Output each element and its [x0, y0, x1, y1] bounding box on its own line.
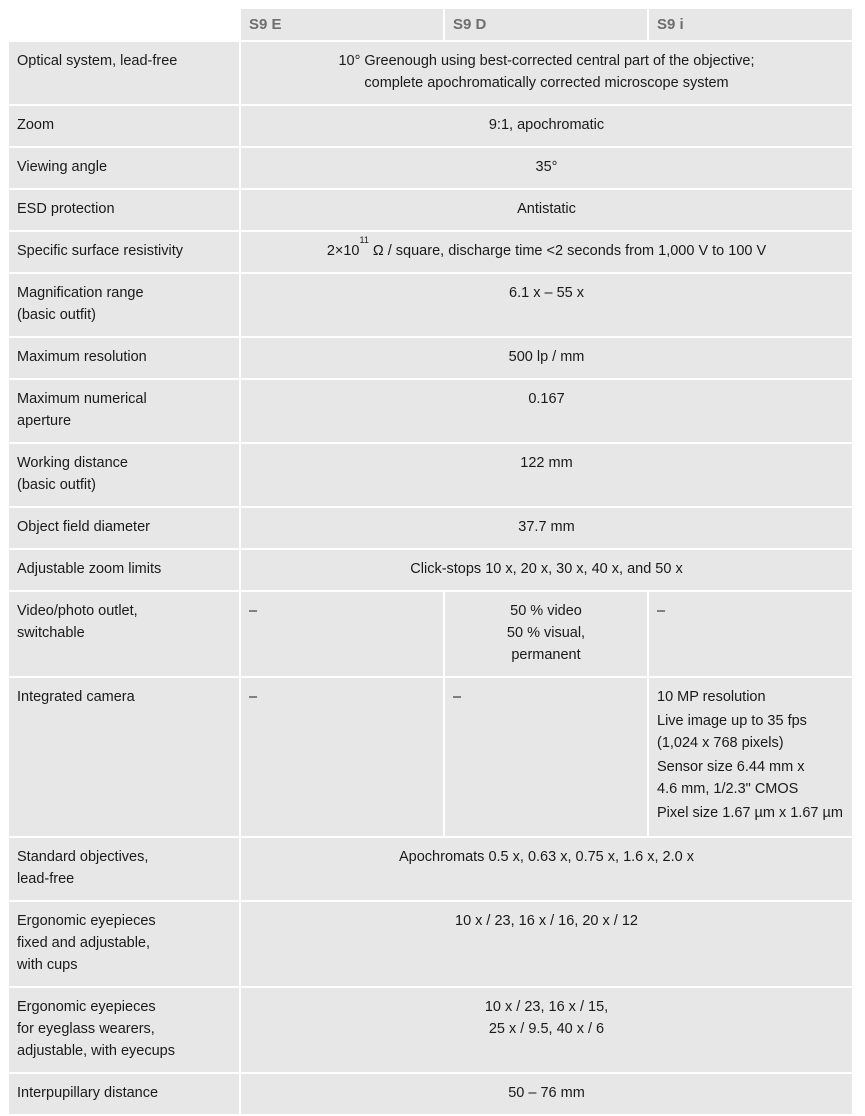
row-value: 37.7 mm: [240, 507, 853, 549]
header-row: [8, 8, 853, 41]
table-row: [8, 677, 853, 837]
table-row: [8, 443, 853, 507]
camera-spec-line: (1,024 x 768 pixels): [657, 735, 784, 751]
row-value: [240, 987, 853, 1073]
row-label: Zoom: [8, 105, 240, 147]
row-value: 500 lp / mm: [240, 337, 853, 379]
row-label: [8, 591, 240, 677]
table-row: [8, 901, 853, 987]
value-line: 25 x / 9.5, 40 x / 6: [488, 1021, 605, 1037]
column-header-s9e: S9 E: [240, 8, 444, 41]
row-value: 0.167: [240, 379, 853, 443]
label-line: aperture: [17, 413, 72, 429]
label-line: for eyeglass wearers,: [17, 1021, 155, 1037]
cell-s9i: [648, 677, 853, 837]
camera-spec: 10 MP resolution: [657, 689, 766, 705]
camera-spec: [657, 710, 844, 754]
value-line: permanent: [511, 647, 581, 663]
cell-s9i: –: [648, 591, 853, 677]
row-label: [8, 837, 240, 901]
table-row: [8, 273, 853, 337]
value-rest: Ω / square, discharge time <2 seconds from 1,000 V to 100 V: [368, 243, 767, 259]
value-line: 10 x / 23, 16 x / 15,: [484, 999, 609, 1015]
table-row: [8, 507, 853, 549]
row-value: [240, 41, 853, 105]
row-value: 9:1, apochromatic: [240, 105, 853, 147]
row-label: ESD protection: [8, 189, 240, 231]
table-row: [8, 105, 853, 147]
label-line: Working distance: [17, 455, 128, 471]
row-value: 122 mm: [240, 443, 853, 507]
label-line: fixed and adjustable,: [17, 935, 151, 951]
camera-spec-line: 4.6 mm, 1/2.3" CMOS: [657, 781, 799, 797]
camera-spec-line: Sensor size 6.44 mm x: [657, 759, 805, 775]
cell-s9d: [444, 591, 648, 677]
value-line: 50 % visual,: [506, 625, 586, 641]
label-line: lead-free: [17, 871, 75, 887]
label-line: with cups: [17, 957, 78, 973]
table-row: [8, 837, 853, 901]
value-base: 2×10: [326, 243, 360, 259]
label-line: switchable: [17, 625, 85, 641]
table-row: [8, 987, 853, 1073]
value-line: complete apochromatically corrected microscope system: [364, 75, 729, 91]
row-label: Interpupillary distance: [8, 1073, 240, 1115]
row-label: [8, 901, 240, 987]
table-row: [8, 189, 853, 231]
value-line: 10° Greenough using best-corrected central part of the objective;: [338, 53, 755, 69]
value-line: 50 % video: [510, 603, 582, 619]
row-label: Object field diameter: [8, 507, 240, 549]
label-line: (basic outfit): [17, 307, 96, 323]
row-label: [8, 273, 240, 337]
camera-spec-line: Live image up to 35 fps: [657, 713, 807, 729]
row-value: Apochromats 0.5 x, 0.63 x, 0.75 x, 1.6 x, 2.0 x: [240, 837, 853, 901]
row-value: 10 x / 23, 16 x / 16, 20 x / 12: [240, 901, 853, 987]
row-label: Specific surface resistivity: [8, 231, 240, 273]
row-value: Antistatic: [240, 189, 853, 231]
row-label: Integrated camera: [8, 677, 240, 837]
table-row: [8, 147, 853, 189]
label-line: (basic outfit): [17, 477, 96, 493]
label-line: adjustable, with eyecups: [17, 1043, 175, 1059]
row-value: 6.1 x – 55 x: [240, 273, 853, 337]
value-exponent: 11: [359, 235, 369, 246]
row-label: Viewing angle: [8, 147, 240, 189]
table-row: [8, 591, 853, 677]
row-label: [8, 443, 240, 507]
row-value: 50 – 76 mm: [240, 1073, 853, 1115]
label-line: Standard objectives,: [17, 849, 149, 865]
cell-s9e: –: [240, 677, 444, 837]
table-row: [8, 379, 853, 443]
row-label: [8, 987, 240, 1073]
table-row: [8, 1073, 853, 1115]
column-header-s9i: S9 i: [648, 8, 853, 41]
label-line: Maximum numerical: [17, 391, 147, 407]
spec-table: [7, 7, 854, 1116]
column-header-s9d: S9 D: [444, 8, 648, 41]
row-value: Click-stops 10 x, 20 x, 30 x, 40 x, and 50 x: [240, 549, 853, 591]
table-row: [8, 337, 853, 379]
label-line: Ergonomic eyepieces: [17, 999, 156, 1015]
row-value: 35°: [240, 147, 853, 189]
table-row: [8, 549, 853, 591]
table-row: [8, 41, 853, 105]
row-value: [240, 231, 853, 273]
cell-s9e: –: [240, 591, 444, 677]
label-line: Magnification range: [17, 285, 144, 301]
cell-s9d: –: [444, 677, 648, 837]
camera-spec: [657, 756, 844, 800]
table-row: [8, 231, 853, 273]
row-label: Adjustable zoom limits: [8, 549, 240, 591]
camera-spec: Pixel size 1.67 µm x 1.67 µm: [657, 805, 843, 821]
row-label: [8, 379, 240, 443]
row-label: Optical system, lead-free: [8, 41, 240, 105]
row-label: Maximum resolution: [8, 337, 240, 379]
label-line: Video/photo outlet,: [17, 603, 138, 619]
header-blank-cell: [8, 8, 240, 41]
label-line: Ergonomic eyepieces: [17, 913, 156, 929]
